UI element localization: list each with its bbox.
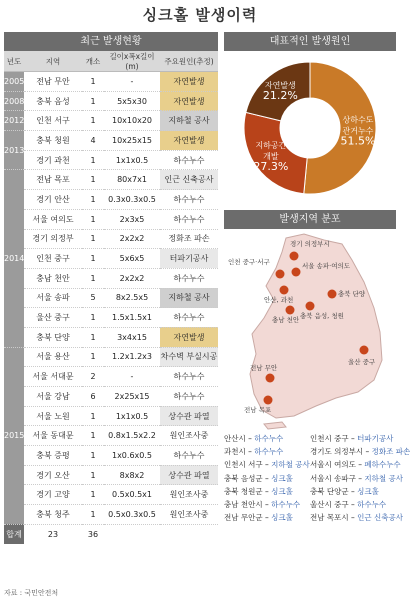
legend-separator: – [262,460,272,470]
table-row [4,131,218,151]
size-cell: - [104,72,160,92]
legend-place: 안산시 [224,434,246,443]
region-cell: 서울 서대문 [24,367,82,387]
legend-entry [224,485,310,498]
legend-place: 충북 청원군 [224,486,263,496]
region-cell: 전남 무안 [24,72,82,92]
map-title: 발생지역 분포 [224,210,396,229]
cause-cell: 상수관 파열 [160,465,218,485]
size-cell: 2x3x5 [104,209,160,229]
map-label-cheonan: 충남 천안 [272,316,300,324]
legend-cause: 정화조 파손 [371,447,410,457]
count-cell: 1 [82,249,104,269]
legend-entry [224,511,310,524]
legend-cause: 지하철 공사 [364,473,403,483]
table-row [4,426,218,446]
cause-cell: 원인조사중 [160,485,218,505]
map-label-uijeongbu: 경기 의정부시 [290,240,330,248]
table-row [4,446,218,466]
region-cell: 충북 증평 [24,446,82,466]
region-cell: 서울 동대문 [24,426,82,446]
legend-row [224,472,403,485]
marker-eumseong [306,302,315,311]
count-cell: 1 [82,91,104,111]
donut-title: 대표적인 발생원인 [224,32,396,51]
size-cell: 8x2.5x5 [104,288,160,308]
table-header-cell: 길이x폭x길이(m) [104,51,160,72]
donut-slice-label: 관거누수 [342,126,374,136]
count-cell: 1 [82,426,104,446]
size-cell: 3x4x15 [104,327,160,347]
legend-cause: 싱크홀 [271,513,293,523]
table-row [4,367,218,387]
legend-separator: – [348,500,358,510]
legend-separator: – [262,473,272,483]
legend-entry [310,472,403,485]
total-blank [104,524,160,543]
table-header-cell: 년도 [4,51,24,72]
legend-entry [224,432,310,445]
count-cell: 1 [82,505,104,525]
cause-cell: 하수누수 [160,190,218,210]
table-row [4,91,218,111]
history-table [4,51,218,544]
legend-entry [310,498,396,511]
cause-cell: 자연발생 [160,131,218,151]
marker-cheonan [286,306,295,315]
size-cell: 80x7x1 [104,170,160,190]
table-row [4,347,218,367]
region-cell: 전남 목포 [24,170,82,190]
marker-incheon [276,270,285,279]
legend-entry [224,458,310,471]
total-label: 합계 [4,524,24,543]
map-label-eumseong: 충북 음성, 청원 [300,312,344,320]
cause-cell: 하수누수 [160,367,218,387]
legend-separator: – [355,473,365,483]
table-row [4,327,218,347]
total-count: 36 [87,529,99,539]
map-label-muan: 전남 무안 [250,364,278,372]
table-row [4,288,218,308]
legend-separator: – [348,513,358,523]
year-cell: 2015 [4,347,24,524]
region-cell: 울산 중구 [24,308,82,328]
table-title: 최근 발생현황 [4,32,218,51]
map-label-ulsan: 울산 중구 [348,358,376,366]
size-cell: 8x8x2 [104,465,160,485]
count-cell: 1 [82,347,104,367]
legend-separator: – [363,447,372,457]
cause-cell: 하수누수 [160,308,218,328]
jeju-island [264,422,286,429]
cause-cell: 터파기공사 [160,249,218,269]
table-row [4,505,218,525]
cause-cell: 자연발생 [160,72,218,92]
count-cell: 1 [82,72,104,92]
marker-ansan [280,286,289,295]
legend-separator: – [245,447,255,457]
size-cell: 10x10x20 [104,111,160,131]
cause-cell: 원인조사중 [160,426,218,446]
legend-row [224,445,410,458]
legend-place: 충북 단양군 [310,486,349,496]
table-row [4,387,218,407]
year-cell: 2014 [4,170,24,347]
size-cell: 2x25x15 [104,387,160,407]
size-cell: 5x5x30 [104,91,160,111]
region-cell: 충북 음성 [24,91,82,111]
legend-row [224,498,396,511]
table-row [4,190,218,210]
region-cell: 서울 여의도 [24,209,82,229]
legend-cause: 싱크홀 [271,486,293,496]
total-blank [160,524,218,543]
table-row [4,150,218,170]
region-cell: 경기 의정부 [24,229,82,249]
region-cell: 서울 강남 [24,387,82,407]
cause-cell: 정화조 파손 [160,229,218,249]
region-cell: 인천 서구 [24,111,82,131]
count-cell: 6 [82,387,104,407]
legend-row [224,432,396,445]
region-cell: 서울 용산 [24,347,82,367]
count-cell: 1 [82,111,104,131]
count-cell: 5 [82,288,104,308]
cause-cell: 인근 신축공사 [160,170,218,190]
size-cell: 2x2x2 [104,229,160,249]
count-cell: 1 [82,190,104,210]
legend-place: 인천시 서구 [224,460,263,470]
marker-uijeongbu [290,252,299,261]
count-cell: 2 [82,367,104,387]
legend-separator: – [348,486,358,496]
source-note: 자료 : 국민안전처 [4,589,59,597]
size-cell: 0.5x0.5x1 [104,485,160,505]
cause-cell: 지하철 공사 [160,288,218,308]
legend-cause: 터파기공사 [357,434,394,443]
donut-slice-label: 지하공간 [255,140,287,150]
legend-place: 전남 목포시 [310,513,349,523]
distribution-map [224,230,396,430]
legend-separator: – [348,434,358,443]
legend-separator: – [355,460,365,470]
count-cell: 1 [82,446,104,466]
legend-cause: 싱크홀 [357,486,379,496]
table-row [4,268,218,288]
legend-row [224,458,401,471]
legend-row [224,511,403,524]
total-row [4,524,218,543]
legend-cause: 인근 신축공사 [357,513,403,523]
size-cell: 1.5x1.5x1 [104,308,160,328]
size-cell: 1x1x0.5 [104,406,160,426]
region-cell: 충북 단양 [24,327,82,347]
size-cell: 0.5x0.3x0.5 [104,505,160,525]
legend-cause: 하수누수 [357,500,387,510]
cause-cell: 하수누수 [160,209,218,229]
region-cell: 서울 송파 [24,288,82,308]
table-header-row [4,51,218,72]
legend-entry [310,458,401,471]
marker-mokpo [264,396,273,405]
legend-separator: – [262,500,272,510]
size-cell: - [104,367,160,387]
legend-place: 전남 무안군 [224,513,263,523]
year-cell: 2013 [4,131,24,170]
size-cell: 2x2x2 [104,268,160,288]
cause-cell: 하수누수 [160,387,218,407]
year-cell: 2012 [4,111,24,131]
cause-donut-chart [224,54,396,204]
legend-entry [224,472,310,485]
year-cell: 2008 [4,91,24,111]
cause-cell: 자연발생 [160,327,218,347]
map-label-danyang: 충북 단양 [338,290,366,298]
legend-place: 과천시 [224,447,246,457]
legend-row [224,485,396,498]
count-cell: 1 [82,406,104,426]
legend-cause: 지하철 공사 [271,460,310,470]
donut-slice-label: 개발 [263,151,279,161]
legend-entry [310,511,403,524]
legend-cause: 싱크홀 [271,473,293,483]
map-label-seoul: 서울 송파·여의도 [302,262,351,270]
cause-cell: 하수누수 [160,150,218,170]
count-cell: 1 [82,485,104,505]
page-title: 싱크홀 발생이력 [142,6,258,24]
cause-cell: 상수관 파열 [160,406,218,426]
table-row [4,209,218,229]
cause-cell: 차수벽 부실시공 [160,347,218,367]
count-cell: 1 [82,268,104,288]
table-header-cell: 지역 [24,51,82,72]
count-cell: 1 [82,229,104,249]
legend-cause: 하수누수 [271,500,301,510]
donut-value-label: 21.2% [262,88,298,102]
legend-place: 인천시 중구 [310,434,349,443]
donut-slice-label: 상하수도 [342,115,374,125]
donut-slice-label: 자연발생 [264,80,296,90]
legend-entry [310,432,396,445]
legend-place: 경기도 의정부시 [310,447,364,457]
table-header-cell: 개소 [82,51,104,72]
table-row [4,229,218,249]
table-row [4,111,218,131]
marker-ulsan [360,346,369,355]
count-cell: 1 [82,170,104,190]
legend-place: 충북 음성군 [224,473,263,483]
table-row [4,485,218,505]
donut-value-label: 51.5% [340,134,376,148]
count-cell: 4 [82,131,104,151]
table-row [4,406,218,426]
count-cell: 1 [82,308,104,328]
table-row [4,308,218,328]
size-cell: 0.3x0.3x0.5 [104,190,160,210]
map-label-incheon: 인천 중구·서구 [228,258,270,266]
total-regions: 23 [47,529,59,539]
legend-entry [310,485,396,498]
table-row [4,249,218,269]
legend-place: 충남 천안시 [224,500,263,510]
table-header-cell: 주요원인(추정) [160,51,218,72]
cause-cell: 원인조사중 [160,505,218,525]
table-row [4,465,218,485]
region-cell: 경기 안산 [24,190,82,210]
legend-separator: – [262,486,272,496]
legend-place: 서울시 여의도 [310,460,356,470]
size-cell: 1x1x0.5 [104,150,160,170]
incident-table [4,32,218,544]
legend-separator: – [262,513,272,523]
marker-muan [266,374,275,383]
legend-entry [224,498,310,511]
region-cell: 충북 청원 [24,131,82,151]
region-cell: 경기 오산 [24,465,82,485]
region-cell: 경기 과천 [24,150,82,170]
region-cell: 인천 중구 [24,249,82,269]
count-cell: 1 [82,150,104,170]
korea-map-svg [224,230,396,430]
year-cell: 2005 [4,72,24,92]
cause-cell: 지하철 공사 [160,111,218,131]
map-legend [224,432,410,524]
table-row [4,170,218,190]
cause-cell: 하수누수 [160,268,218,288]
region-cell: 충남 천안 [24,268,82,288]
region-cell: 충북 청주 [24,505,82,525]
legend-cause: 하수누수 [254,434,284,443]
legend-place: 서울시 송파구 [310,473,356,483]
donut-value-label: 27.3% [253,159,289,173]
count-cell: 1 [82,327,104,347]
map-label-ansan: 안산, 과천 [264,296,294,304]
size-cell: 1.2x1.2x3 [104,347,160,367]
region-cell: 경기 고양 [24,485,82,505]
legend-separator: – [245,434,255,443]
count-cell: 1 [82,209,104,229]
marker-seoul [292,268,301,277]
size-cell: 1x0.6x0.5 [104,446,160,466]
cause-cell: 하수누수 [160,446,218,466]
legend-entry [224,445,310,458]
region-cell: 서울 노원 [24,406,82,426]
legend-cause: 하수누수 [254,447,284,457]
map-label-mokpo: 전남 목포 [244,406,272,414]
legend-entry [310,445,410,458]
legend-place: 울산시 중구 [310,500,349,510]
size-cell: 10x25x15 [104,131,160,151]
size-cell: 5x6x5 [104,249,160,269]
cause-cell: 자연발생 [160,91,218,111]
count-cell: 1 [82,465,104,485]
size-cell: 0.8x1.5x2.2 [104,426,160,446]
table-row [4,72,218,92]
legend-cause: 폐하수누수 [364,460,401,470]
marker-danyang [328,290,337,299]
